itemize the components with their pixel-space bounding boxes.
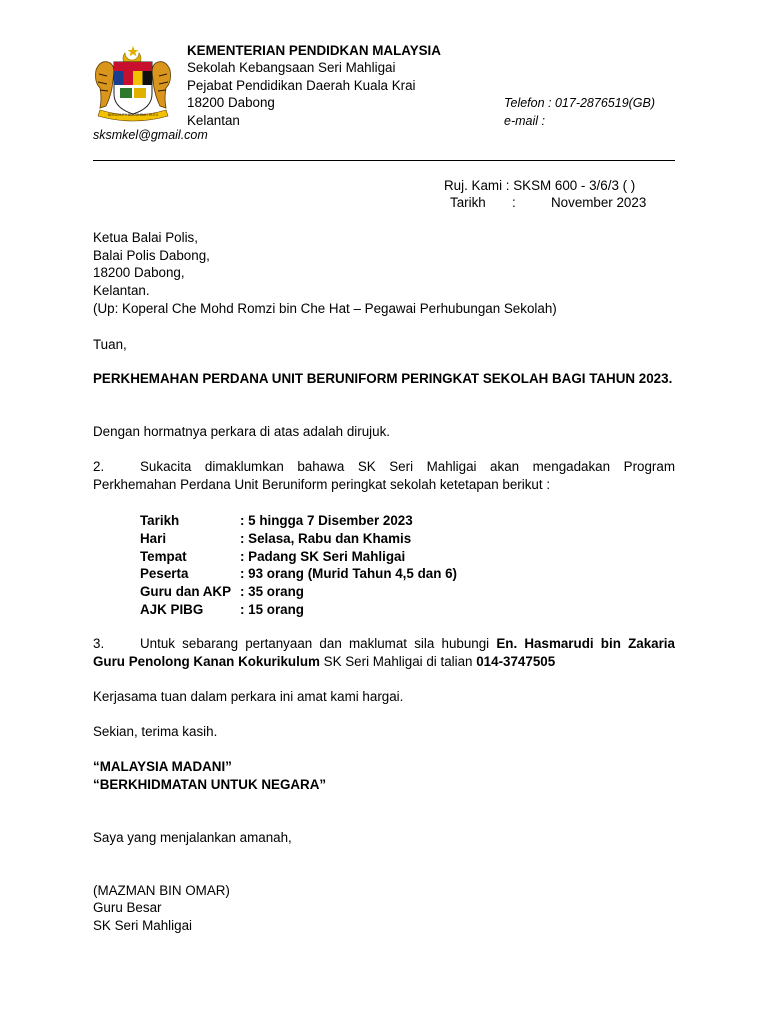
- detail-value: : 5 hingga 7 Disember 2023: [240, 513, 413, 528]
- malaysia-coat-of-arms-logo: [90, 44, 176, 122]
- paragraph-3: [93, 635, 675, 670]
- paragraph-3-text-1: Untuk sebarang pertanyaan dan maklumat sila hubungi: [140, 636, 497, 651]
- paragraph-3-number: 3.: [93, 636, 105, 651]
- paragraph-2-number: 2.: [93, 459, 105, 474]
- recipient-line-3: 18200 Dabong,: [93, 265, 185, 280]
- email-label: e-mail :: [504, 114, 545, 128]
- motto-2: “BERKHIDMATAN UNTUK NEGARA”: [93, 777, 327, 792]
- paragraph-2: [93, 458, 675, 493]
- closing-line: Sekian, terima kasih.: [93, 724, 218, 739]
- state: Kelantan: [187, 113, 240, 128]
- school-name: Sekolah Kebangsaan Seri Mahligai: [187, 60, 396, 75]
- recipient-attention: (Up: Koperal Che Mohd Romzi bin Che Hat – Pegawai Perhubungan Sekolah): [93, 301, 557, 316]
- event-details: [140, 512, 457, 619]
- detail-value: : 35 orang: [240, 584, 304, 600]
- detail-key: Peserta: [140, 566, 189, 582]
- detail-row: [140, 548, 457, 566]
- detail-key: Tarikh: [140, 513, 180, 528]
- recipient-line-4: Kelantan.: [93, 283, 150, 298]
- paragraph-3-text-2: SK Seri Mahligai di talian: [319, 653, 477, 669]
- detail-row: [140, 565, 457, 583]
- detail-value: : Selasa, Rabu dan Khamis: [240, 530, 412, 546]
- date-colon: :: [512, 195, 516, 210]
- detail-key: AJK PIBG: [140, 601, 204, 617]
- header-divider: [93, 160, 675, 161]
- sign-off: Saya yang menjalankan amanah,: [93, 830, 292, 845]
- signatory-title: Guru Besar: [93, 900, 162, 915]
- salutation: Tuan,: [93, 337, 127, 352]
- detail-row: [140, 512, 457, 530]
- signatory-name: (MAZMAN BIN OMAR): [93, 883, 230, 898]
- motto-1: “MALAYSIA MADANI”: [93, 759, 232, 774]
- detail-value: : 15 orang: [240, 601, 304, 617]
- recipient-line-1: Ketua Balai Polis,: [93, 230, 198, 245]
- signatory-school: SK Seri Mahligai: [93, 918, 192, 933]
- detail-value: : 93 orang (Murid Tahun 4,5 dan 6): [240, 566, 457, 582]
- detail-key: Tempat: [140, 548, 187, 564]
- reference-number: Ruj. Kami : SKSM 600 - 3/6/3 ( ): [444, 178, 636, 193]
- detail-row: [140, 601, 457, 619]
- cooperation-line: Kerjasama tuan dalam perkara ini amat kami hargai.: [93, 689, 404, 704]
- district-office: Pejabat Pendidikan Daerah Kuala Krai: [187, 78, 416, 93]
- telephone: Telefon : 017-2876519(GB): [504, 96, 656, 110]
- detail-value: : Padang SK Seri Mahligai: [240, 548, 406, 564]
- ministry-name: KEMENTERIAN PENDIDKAN MALAYSIA: [187, 43, 441, 58]
- detail-key: Hari: [140, 530, 167, 546]
- recipient-line-2: Balai Polis Dabong,: [93, 248, 210, 263]
- date-label: Tarikh: [450, 195, 486, 210]
- svg-text:BERSEKUTU BERTAMBAH MUTU: BERSEKUTU BERTAMBAH MUTU: [107, 113, 159, 117]
- subject-heading: PERKHEMAHAN PERDANA UNIT BERUNIFORM PERINGKAT SEKOLAH BAGI TAHUN 2023.: [93, 371, 673, 386]
- contact-person: En. Hasmarudi bin Zakaria Guru Penolong Kanan Kokurikulum: [93, 636, 675, 669]
- detail-row: [140, 583, 457, 601]
- detail-key: Guru dan AKP: [140, 584, 232, 600]
- email-address: sksmkel@gmail.com: [93, 128, 208, 142]
- contact-phone: 014-3747505: [476, 653, 556, 669]
- detail-row: [140, 530, 457, 548]
- postcode-city: 18200 Dabong: [187, 95, 275, 110]
- date-value: November 2023: [551, 195, 647, 210]
- paragraph-2-text: Sukacita dimaklumkan bahawa SK Seri Mahligai akan mengadakan Program Perkhemahan Perdana Unit Beruniform peringkat sekolah ketetapan berikut :: [93, 459, 675, 492]
- opening-line: Dengan hormatnya perkara di atas adalah dirujuk.: [93, 424, 391, 439]
